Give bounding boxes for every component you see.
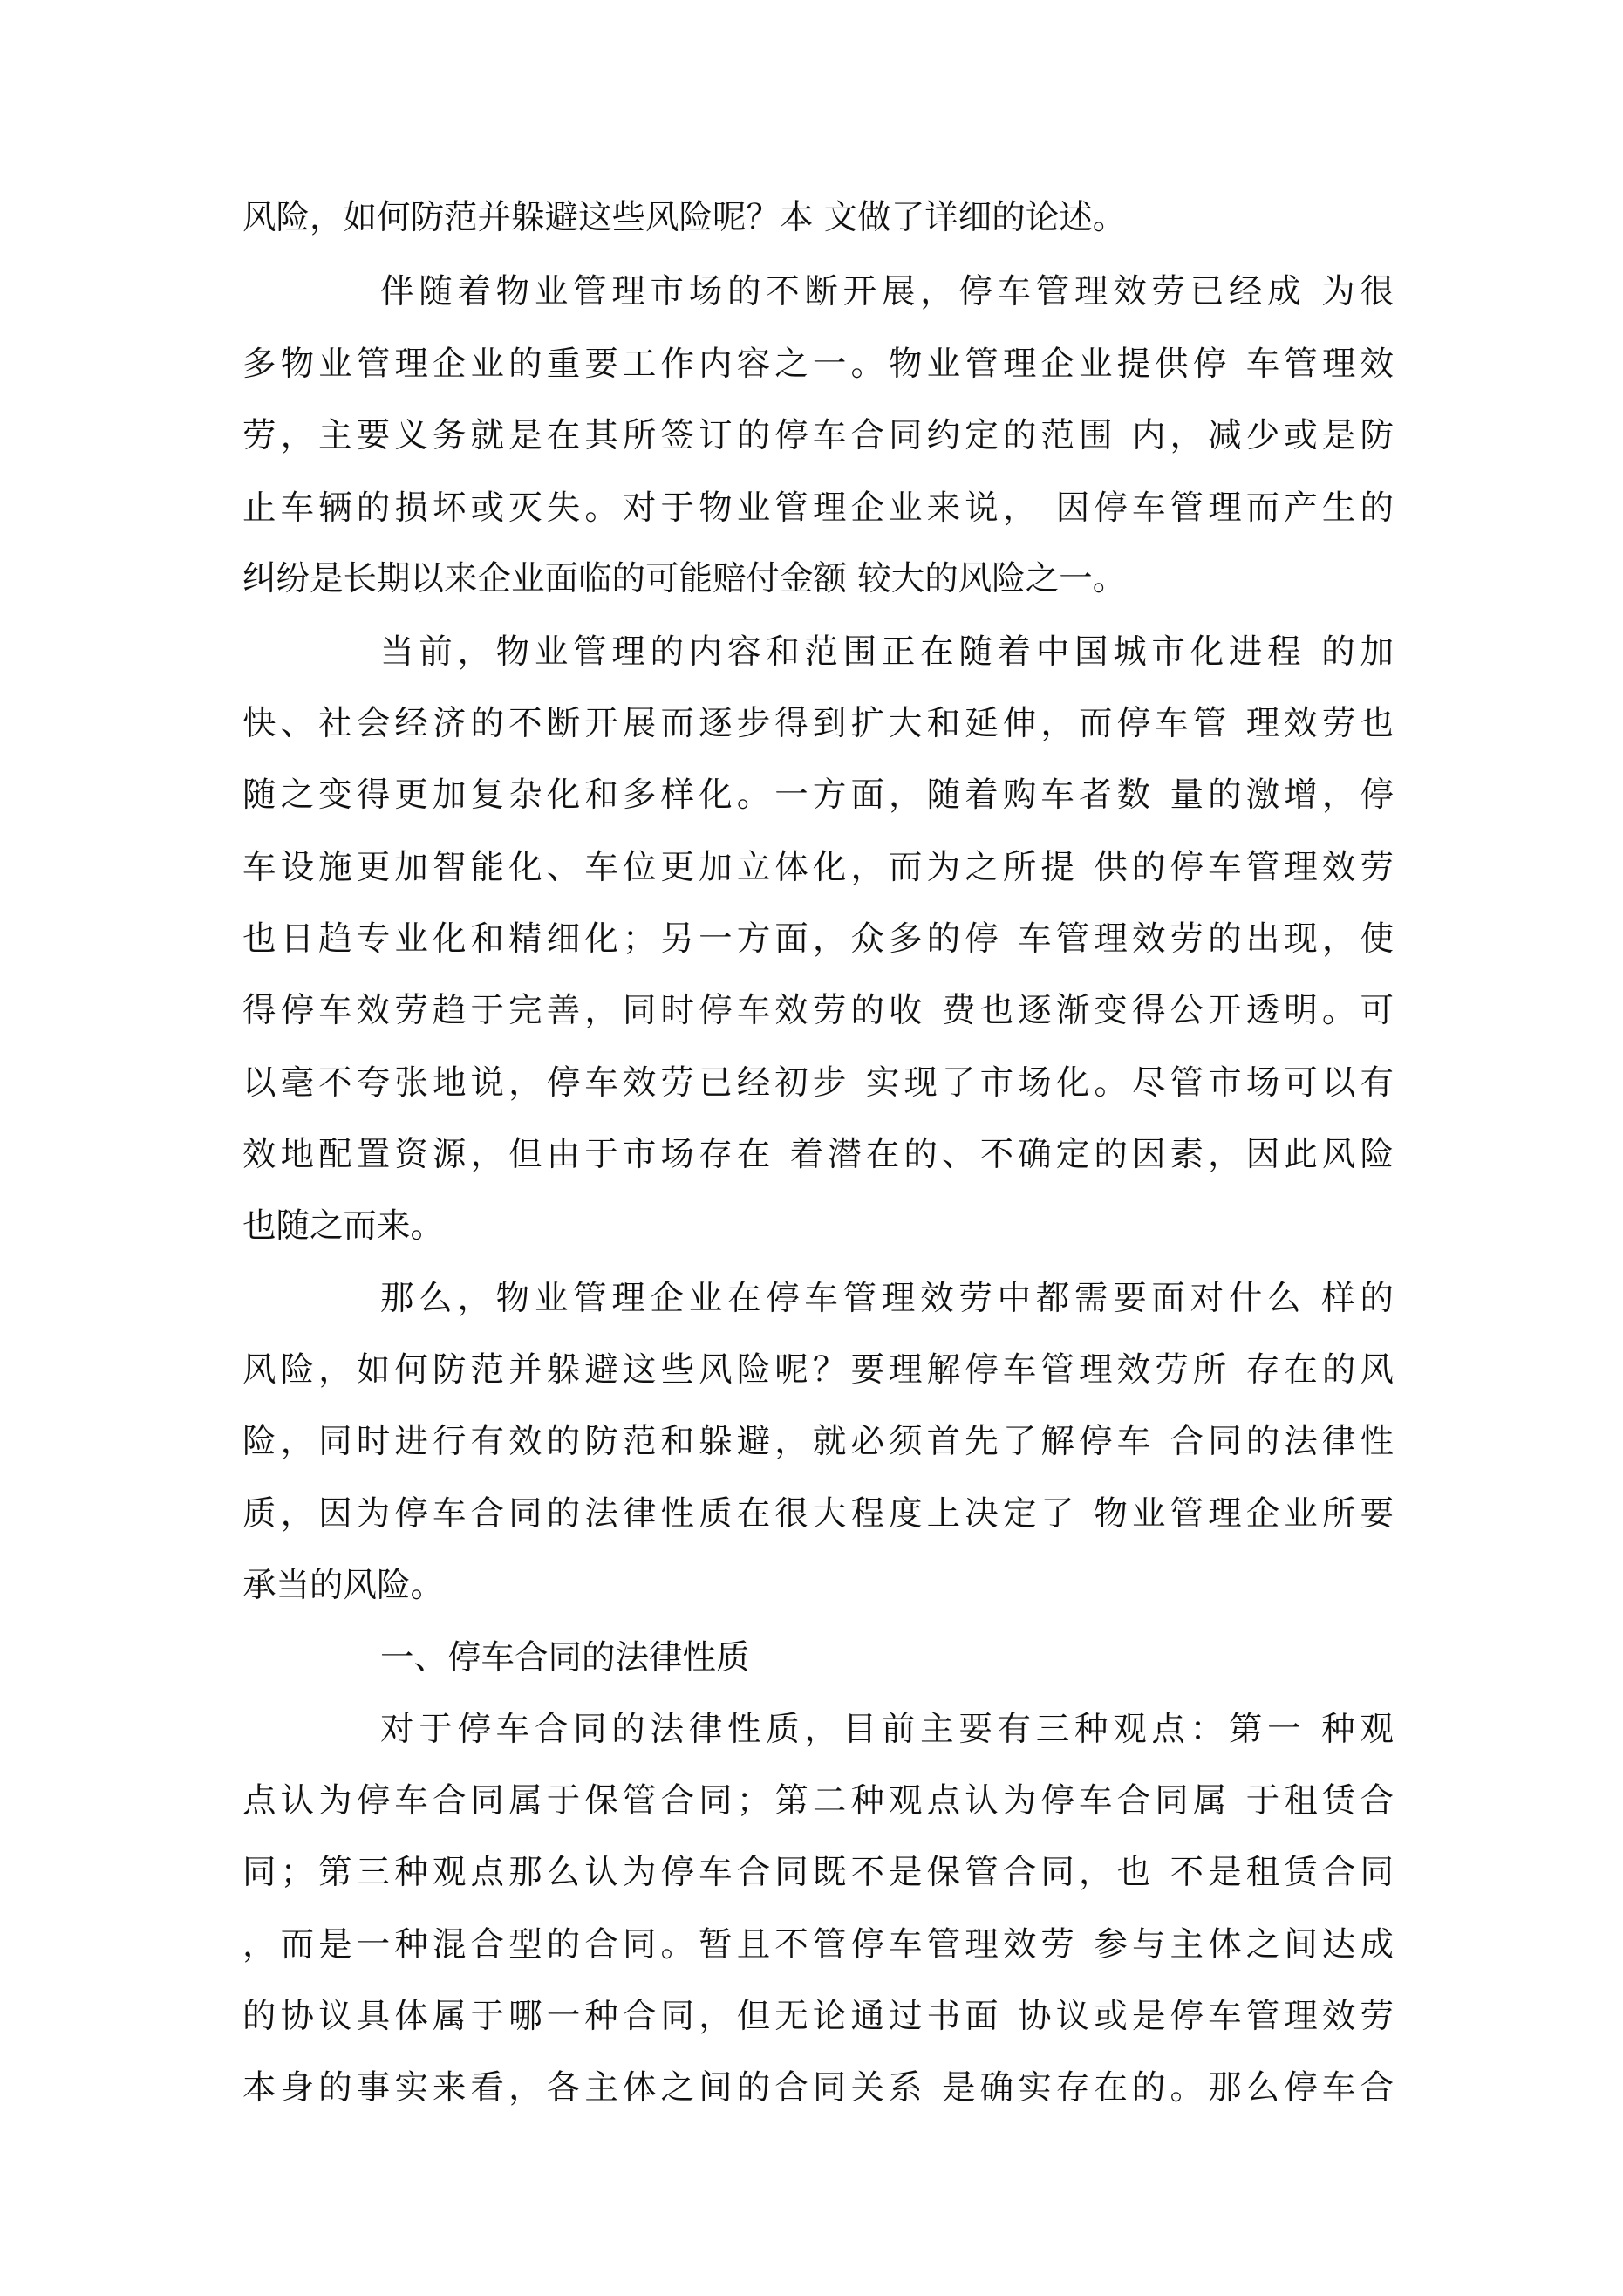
text-line: 效地配置资源，但由于市场存在 着潜在的、不确定的因素，因此风险 bbox=[242, 1135, 1394, 1174]
text-line: 那么，物业管理企业在停车管理效劳中都需要面对什么 样的 bbox=[380, 1279, 1394, 1318]
text-line: 也随之而来。 bbox=[242, 1206, 445, 1246]
text-line: 质，因为停车合同的法律性质在很大程度上决定了 物业管理企业所要 bbox=[242, 1494, 1394, 1534]
text-line: 多物业管理企业的重要工作内容之一。物业管理企业提供停 车管理效 bbox=[242, 345, 1394, 384]
text-line: 也日趋专业化和精细化；另一方面，众多的停 车管理效劳的出现，使 bbox=[242, 919, 1394, 959]
text-line: 车设施更加智能化、车位更加立体化，而为之所提 供的停车管理效劳 bbox=[242, 848, 1394, 887]
text-line: 止车辆的损坏或灭失。对于物业管理企业来说， 因停车管理而产生的 bbox=[242, 489, 1394, 528]
text-line: 风险，如何防范并躲避这些风险呢？本 文做了详细的论述。 bbox=[242, 198, 1127, 237]
text-line: 当前，物业管理的内容和范围正在随着中国城市化进程 的加 bbox=[380, 632, 1394, 672]
text-line: 同；第三种观点那么认为停车合同既不是保管合同，也 不是租赁合同 bbox=[242, 1853, 1394, 1892]
text-line: 得停车效劳趋于完善，同时停车效劳的收 费也逐渐变得公开透明。可 bbox=[242, 991, 1394, 1030]
text-line: ，而是一种混合型的合同。暂且不管停车管理效劳 参与主体之间达成 bbox=[242, 1925, 1394, 1965]
text-line: 快、社会经济的不断开展而逐步得到扩大和延伸，而停车管 理效劳也 bbox=[242, 704, 1394, 743]
text-line: 纠纷是长期以来企业面临的可能赔付金额 较大的风险之一。 bbox=[242, 559, 1127, 598]
text-line: 伴随着物业管理市场的不断开展，停车管理效劳已经成 为很 bbox=[380, 272, 1394, 311]
text-line: 对于停车合同的法律性质，目前主要有三种观点：第一 种观 bbox=[380, 1710, 1394, 1749]
text-line: 风险，如何防范并躲避这些风险呢？要理解停车管理效劳所 存在的风 bbox=[242, 1350, 1394, 1390]
text-line: 险，同时进行有效的防范和躲避，就必须首先了解停车 合同的法律性 bbox=[242, 1422, 1394, 1461]
text-line: 随之变得更加复杂化和多样化。一方面，随着购车者数 量的激增，停 bbox=[242, 776, 1394, 815]
text-line: 承当的风险。 bbox=[242, 1566, 445, 1605]
section-heading: 一、停车合同的法律性质 bbox=[380, 1638, 750, 1678]
text-line: 本身的事实来看，各主体之间的合同关系 是确实存在的。那么停车合 bbox=[242, 2068, 1394, 2108]
text-line: 以毫不夸张地说，停车效劳已经初步 实现了市场化。尽管市场可以有 bbox=[242, 1063, 1394, 1103]
text-line: 的协议具体属于哪一种合同，但无论通过书面 协议或是停车管理效劳 bbox=[242, 1997, 1394, 2036]
text-line: 劳，主要义务就是在其所签订的停车合同约定的范围 内，减少或是防 bbox=[242, 416, 1394, 455]
text-line: 点认为停车合同属于保管合同；第二种观点认为停车合同属 于租赁合 bbox=[242, 1781, 1394, 1821]
